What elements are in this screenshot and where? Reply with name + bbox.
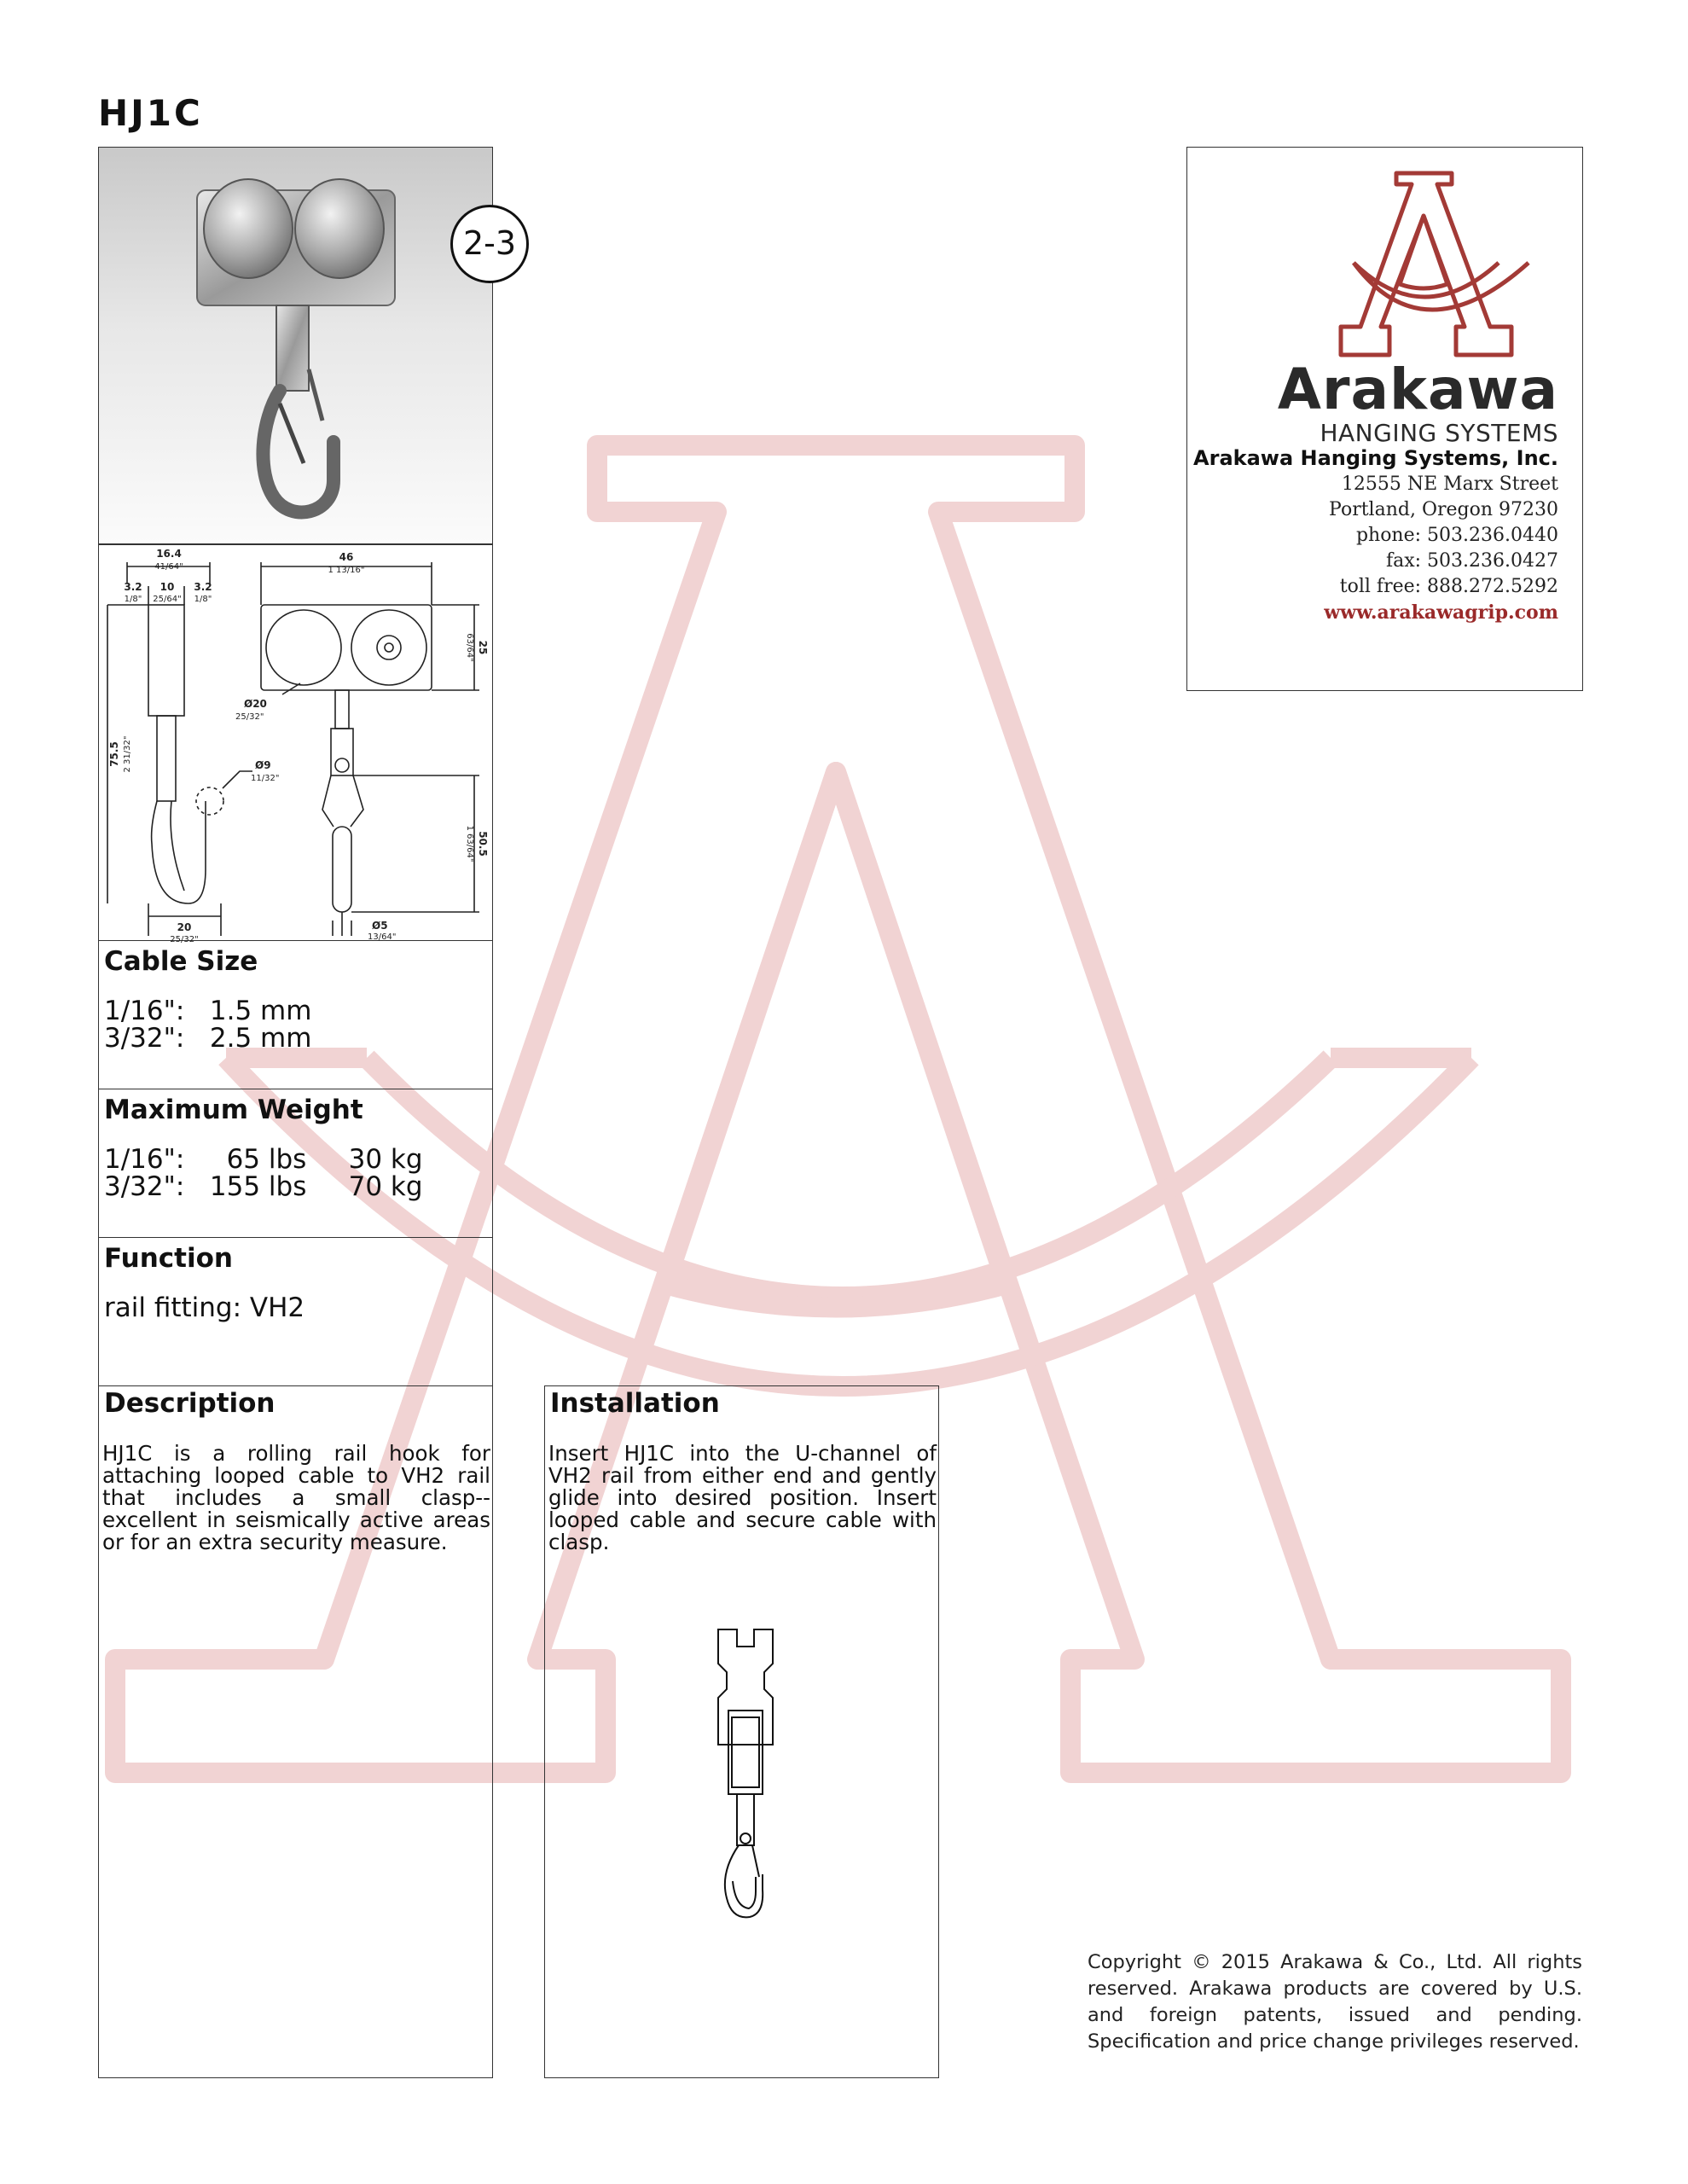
company-city: Portland, Oregon 97230 xyxy=(1329,499,1558,520)
dim-3-2-left: 3.2 xyxy=(124,581,142,593)
cable-size-section xyxy=(98,941,493,1089)
company-website-link[interactable]: www.arakawagrip.com xyxy=(1324,601,1558,624)
dim-11-32: 11/32" xyxy=(251,774,280,783)
max-weight-row: 1/16": 65 lbs 30 kg xyxy=(104,1144,423,1175)
cable-size-heading: Cable Size xyxy=(104,946,258,977)
max-weight-row: 3/32": 155 lbs 70 kg xyxy=(104,1171,423,1202)
dim-13-64: 13/64" xyxy=(368,932,397,942)
description-text: HJ1C is a rolling rail hook for attaching looped cable to VH2 rail that includes a small clasp--excellent in seismically active areas or for an extra security measure. xyxy=(102,1441,490,1554)
arakawa-logo-icon xyxy=(1337,169,1541,361)
logo-subtitle: HANGING SYSTEMS xyxy=(1320,419,1558,447)
dim-46: 46 xyxy=(339,551,354,563)
function-heading: Function xyxy=(104,1243,233,1274)
dim-50-5: 50.5 xyxy=(477,831,489,857)
product-photo xyxy=(98,147,493,544)
dim-41-64: 41/64" xyxy=(154,562,183,572)
dim-16-4: 16.4 xyxy=(156,548,182,560)
product-title: HJ1C xyxy=(98,92,203,134)
max-weight-heading: Maximum Weight xyxy=(104,1095,363,1125)
cable-size-row: 1/16": 1.5 mm xyxy=(104,996,312,1026)
description-heading: Description xyxy=(104,1388,276,1419)
company-name: Arakawa Hanging Systems, Inc. xyxy=(1193,446,1558,470)
dim-o5: Ø5 xyxy=(372,920,388,932)
dim-2-31-32: 2 31/32" xyxy=(123,735,132,773)
dim-o20: Ø20 xyxy=(244,698,267,710)
function-section xyxy=(98,1238,493,1386)
dim-1-8-right: 1/8" xyxy=(194,595,212,604)
company-tollfree: toll free: 888.272.5292 xyxy=(1339,576,1558,597)
hook-photo-image xyxy=(99,148,491,542)
company-fax: fax: 503.236.0427 xyxy=(1385,550,1558,572)
page-badge: 2-3 xyxy=(450,205,529,283)
dim-1-13-16: 1 13/16" xyxy=(328,566,365,575)
copyright-notice: Copyright © 2015 Arakawa & Co., Ltd. All rights reserved. Arakawa products are covered by U.S. and foreign patents, issued and pending. Specification and price change privileges reserved. xyxy=(1088,1951,1582,2053)
dim-25-32-bottom: 25/32" xyxy=(170,935,199,944)
technical-drawing xyxy=(98,544,493,944)
installation-text: Insert HJ1C into the U-channel of VH2 rail from either end and gently glide into desired position. Insert looped cable and secure cable with clasp. xyxy=(548,1441,937,1554)
logo-wordmark: Arakawa xyxy=(1277,357,1558,422)
dim-75-5: 75.5 xyxy=(108,741,120,767)
dim-1-8-left: 1/8" xyxy=(124,595,142,604)
installation-section xyxy=(544,1385,939,2078)
dim-63-64: 63/64" xyxy=(465,633,474,662)
description-section xyxy=(98,1385,493,2078)
installation-heading: Installation xyxy=(550,1388,720,1419)
dim-1-63-64: 1 63/64" xyxy=(465,825,474,863)
dim-20: 20 xyxy=(177,921,192,933)
function-text: rail fitting: VH2 xyxy=(104,1292,305,1323)
dim-o9: Ø9 xyxy=(255,759,271,771)
installation-diagram xyxy=(711,1625,784,1932)
dim-25-64: 25/64" xyxy=(153,595,182,604)
max-weight-section xyxy=(98,1089,493,1238)
company-phone: phone: 503.236.0440 xyxy=(1355,525,1558,546)
dim-10: 10 xyxy=(160,581,175,593)
dimension-drawing xyxy=(99,545,491,944)
dim-3-2-right: 3.2 xyxy=(194,581,212,593)
dim-25: 25 xyxy=(477,640,489,655)
cable-size-row: 3/32": 2.5 mm xyxy=(104,1023,312,1054)
company-logo-box xyxy=(1186,147,1583,691)
dim-25-32-top: 25/32" xyxy=(235,712,264,722)
company-street: 12555 NE Marx Street xyxy=(1341,473,1558,495)
